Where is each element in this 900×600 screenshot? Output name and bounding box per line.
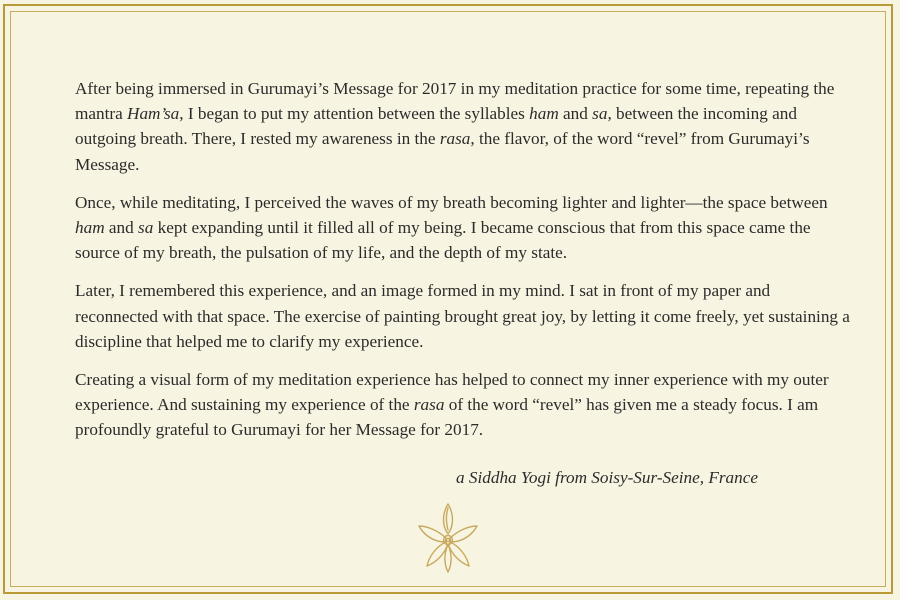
italic-term: ham <box>529 104 559 124</box>
paragraph-1 <box>75 76 855 177</box>
italic-term: sa <box>592 104 608 124</box>
text-run: and <box>104 218 139 238</box>
text-run: and <box>558 104 593 124</box>
italic-term: Ham’sa <box>127 104 180 124</box>
text-run: , between the incoming and outgoing breath. There, I rested my awareness in the <box>75 104 797 149</box>
lotus-flower-icon <box>415 500 481 576</box>
text-run: , the flavor, of the word “revel” from Gurumayi’s Message. <box>75 129 810 174</box>
italic-term: rasa <box>439 129 471 149</box>
text-run: of the word “revel” has given me a steady focus. I am profoundly grateful to Gurumayi for her Message for 2017. <box>75 395 819 440</box>
text-run: Creating a visual form of my meditation experience has helped to connect my inner experience with my outer experience. And sustaining my experience of the <box>75 370 829 415</box>
italic-term: rasa <box>413 395 445 415</box>
italic-term: sa <box>138 218 154 238</box>
testimonial-body <box>75 76 855 456</box>
text-run: Later, I remembered this experience, and an image formed in my mind. I sat in front of my paper and reconnected with that space. The exercise of painting brought great joy, by letting it come freely, yet sustaining a discipline that helped me to clarify my experience. <box>75 281 850 351</box>
paragraph-4 <box>75 367 855 443</box>
text-run: After being immersed in Gurumayi’s Message for 2017 in my meditation practice for some time, repeating the mantra <box>75 79 835 124</box>
italic-term: ham <box>75 218 105 238</box>
paragraph-3 <box>75 278 855 354</box>
paragraph-2 <box>75 190 855 266</box>
signature: a Siddha Yogi from Soisy-Sur-Seine, France <box>456 468 759 487</box>
text-run: kept expanding until it filled all of my being. I became conscious that from this space came the source of my breath, the pulsation of my life, and the depth of my state. <box>75 218 811 263</box>
text-run: Once, while meditating, I perceived the waves of my breath becoming lighter and lighter—the space between <box>75 192 828 212</box>
text-run: , I began to put my attention between the syllables <box>179 104 530 124</box>
